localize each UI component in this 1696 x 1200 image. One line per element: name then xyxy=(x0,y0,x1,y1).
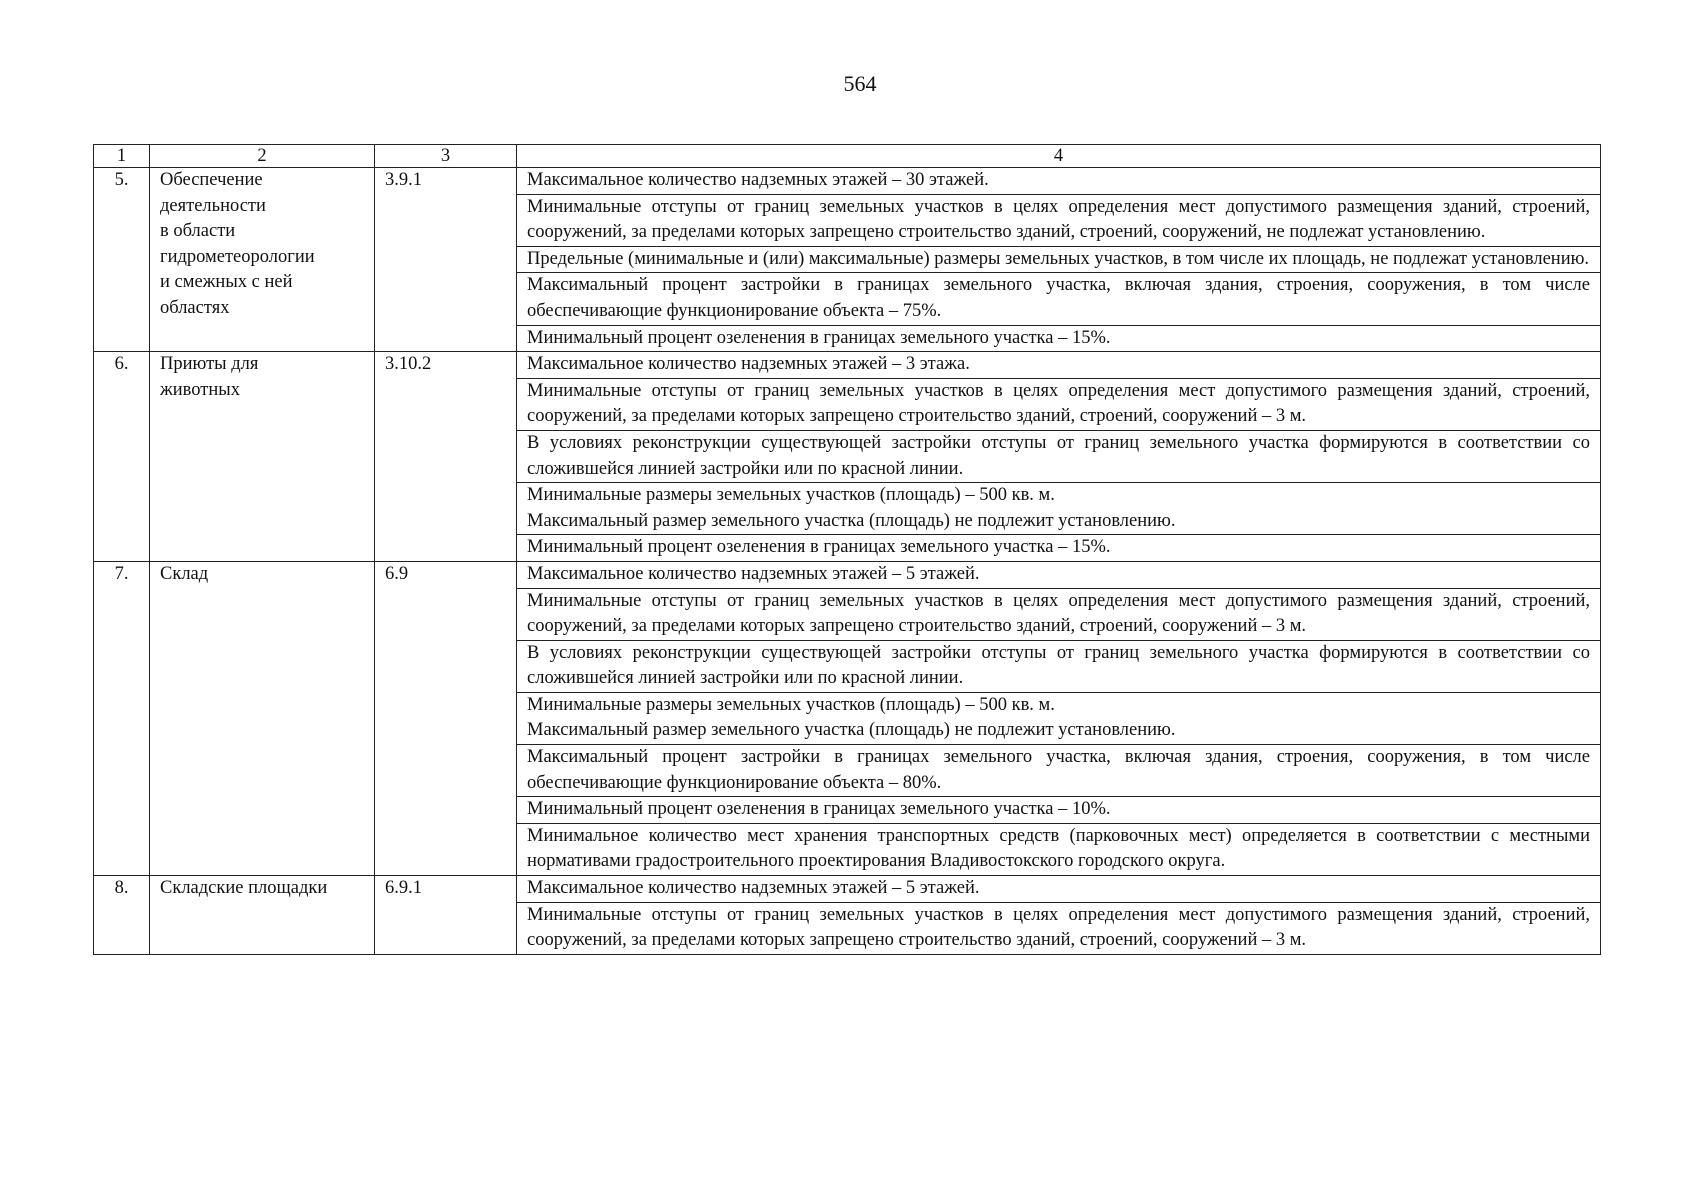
land-use-name-line: деятельности xyxy=(160,195,266,216)
land-use-name-line: гидрометеорологии xyxy=(160,246,315,267)
table-row xyxy=(94,876,1601,903)
land-use-name xyxy=(150,352,375,562)
row-number: 5. xyxy=(94,168,150,352)
parameter-text: Минимальный процент озеленения в границах земельного участка – 15%. xyxy=(527,537,1111,558)
parameter-text: Максимальное количество надземных этажей – 5 этажей. xyxy=(527,878,980,899)
parameter-cell xyxy=(517,352,1601,379)
column-number: 4 xyxy=(517,145,1601,168)
table-row xyxy=(94,352,1601,379)
parameter-text: Максимальное количество надземных этажей – 3 этажа. xyxy=(527,354,970,375)
parameter-cell xyxy=(517,876,1601,903)
regulations-table xyxy=(93,144,1601,955)
land-use-name xyxy=(150,876,375,955)
parameter-cell xyxy=(517,823,1601,875)
land-use-code: 6.9 xyxy=(375,561,517,875)
parameter-cell xyxy=(517,535,1601,562)
column-number: 1 xyxy=(94,145,150,168)
parameter-cell xyxy=(517,325,1601,352)
parameter-text: Минимальные размеры земельных участков (площадь) – 500 кв. м. xyxy=(527,485,1055,506)
parameter-cell xyxy=(517,797,1601,824)
parameter-cell xyxy=(517,168,1601,195)
parameter-text: Минимальный процент озеленения в границах земельного участка – 10%. xyxy=(527,799,1111,820)
page-number: 564 xyxy=(843,71,877,96)
land-use-name-line: в области xyxy=(160,221,236,242)
land-use-name-line: Обеспечение xyxy=(160,170,263,190)
parameter-cell xyxy=(517,745,1601,797)
column-number: 2 xyxy=(150,145,375,168)
land-use-name xyxy=(150,561,375,875)
parameter-cell xyxy=(517,588,1601,640)
parameter-cell xyxy=(517,483,1601,535)
land-use-name-line: животных xyxy=(160,379,240,400)
parameter-cell xyxy=(517,640,1601,692)
land-use-name xyxy=(150,168,375,352)
parameter-text: Минимальные отступы от границ земельных участков в целях определения мест допустимого размещения зданий, строений, сооружений, за пределами которых запрещено строительство зданий, строений, сооружений, не подлежат установлению. xyxy=(527,196,1590,243)
parameter-cell xyxy=(517,194,1601,246)
parameter-text: Максимальное количество надземных этажей – 5 этажей. xyxy=(527,563,980,584)
parameter-text: Предельные (минимальные и (или) максимальные) размеры земельных участков, в том числе их площадь, не подлежат установлению. xyxy=(527,248,1590,269)
land-use-code: 3.10.2 xyxy=(375,352,517,562)
parameter-cell xyxy=(517,246,1601,273)
parameter-text: В условиях реконструкции существующей застройки отступы от границ земельного участка формируются в соответствии со сложившейся линией застройки или по красной линии. xyxy=(527,432,1590,479)
land-use-code: 3.9.1 xyxy=(375,168,517,352)
row-number: 6. xyxy=(94,352,150,562)
parameter-text: Минимальные отступы от границ земельных участков в целях определения мест допустимого размещения зданий, строений, сооружений, за пределами которых запрещено строительство зданий, строений, сооружений – 3 м. xyxy=(527,380,1590,427)
land-use-name-line: Склад xyxy=(160,563,209,584)
parameter-cell xyxy=(517,692,1601,744)
parameter-cell xyxy=(517,561,1601,588)
parameter-text: В условиях реконструкции существующей застройки отступы от границ земельного участка формируются в соответствии со сложившейся линией застройки или по красной линии. xyxy=(527,642,1590,689)
parameter-text: Максимальный размер земельного участка (площадь) не подлежит установлению. xyxy=(527,720,1176,741)
table-row xyxy=(94,168,1601,195)
land-use-code: 6.9.1 xyxy=(375,876,517,955)
land-use-name-line: областях xyxy=(160,297,230,318)
parameter-text: Минимальные отступы от границ земельных участков в целях определения мест допустимого размещения зданий, строений, сооружений, за пределами которых запрещено строительство зданий, строений, сооружений – 3 м. xyxy=(527,590,1590,637)
land-use-name-line: и смежных с ней xyxy=(160,272,293,293)
row-number: 8. xyxy=(94,876,150,955)
parameter-cell xyxy=(517,378,1601,430)
table-row xyxy=(94,561,1601,588)
parameter-text: Максимальное количество надземных этажей – 30 этажей. xyxy=(527,170,989,190)
parameter-text: Максимальный процент застройки в границах земельного участка, включая здания, строения, сооружения, в том числе обеспечивающие функционирование объекта – 80%. xyxy=(527,747,1590,793)
land-use-name-line: Складские площадки xyxy=(160,878,328,899)
parameter-text: Минимальные отступы от границ земельных участков в целях определения мест допустимого размещения зданий, строений, сооружений, за пределами которых запрещено строительство зданий, строений, сооружений – 3 м. xyxy=(527,904,1590,951)
land-use-name-line: Приюты для xyxy=(160,354,259,375)
parameter-text: Максимальный размер земельного участка (площадь) не подлежит установлению. xyxy=(527,510,1176,531)
parameter-text: Минимальный процент озеленения в границах земельного участка – 15%. xyxy=(527,327,1111,348)
column-number: 3 xyxy=(375,145,517,168)
row-number: 7. xyxy=(94,561,150,875)
parameter-text: Минимальные размеры земельных участков (площадь) – 500 кв. м. xyxy=(527,694,1055,715)
parameter-cell xyxy=(517,430,1601,482)
parameter-text: Минимальное количество мест хранения транспортных средств (парковочных мест) определяется в соответствии с местными нормативами градостроительного проектирования Владивостокского городского округа. xyxy=(527,825,1590,872)
parameter-cell xyxy=(517,273,1601,325)
column-number-row xyxy=(94,145,1601,168)
parameter-cell xyxy=(517,902,1601,954)
parameter-text: Максимальный процент застройки в границах земельного участка, включая здания, строения, сооружения, в том числе обеспечивающие функционирование объекта – 75%. xyxy=(527,275,1590,321)
